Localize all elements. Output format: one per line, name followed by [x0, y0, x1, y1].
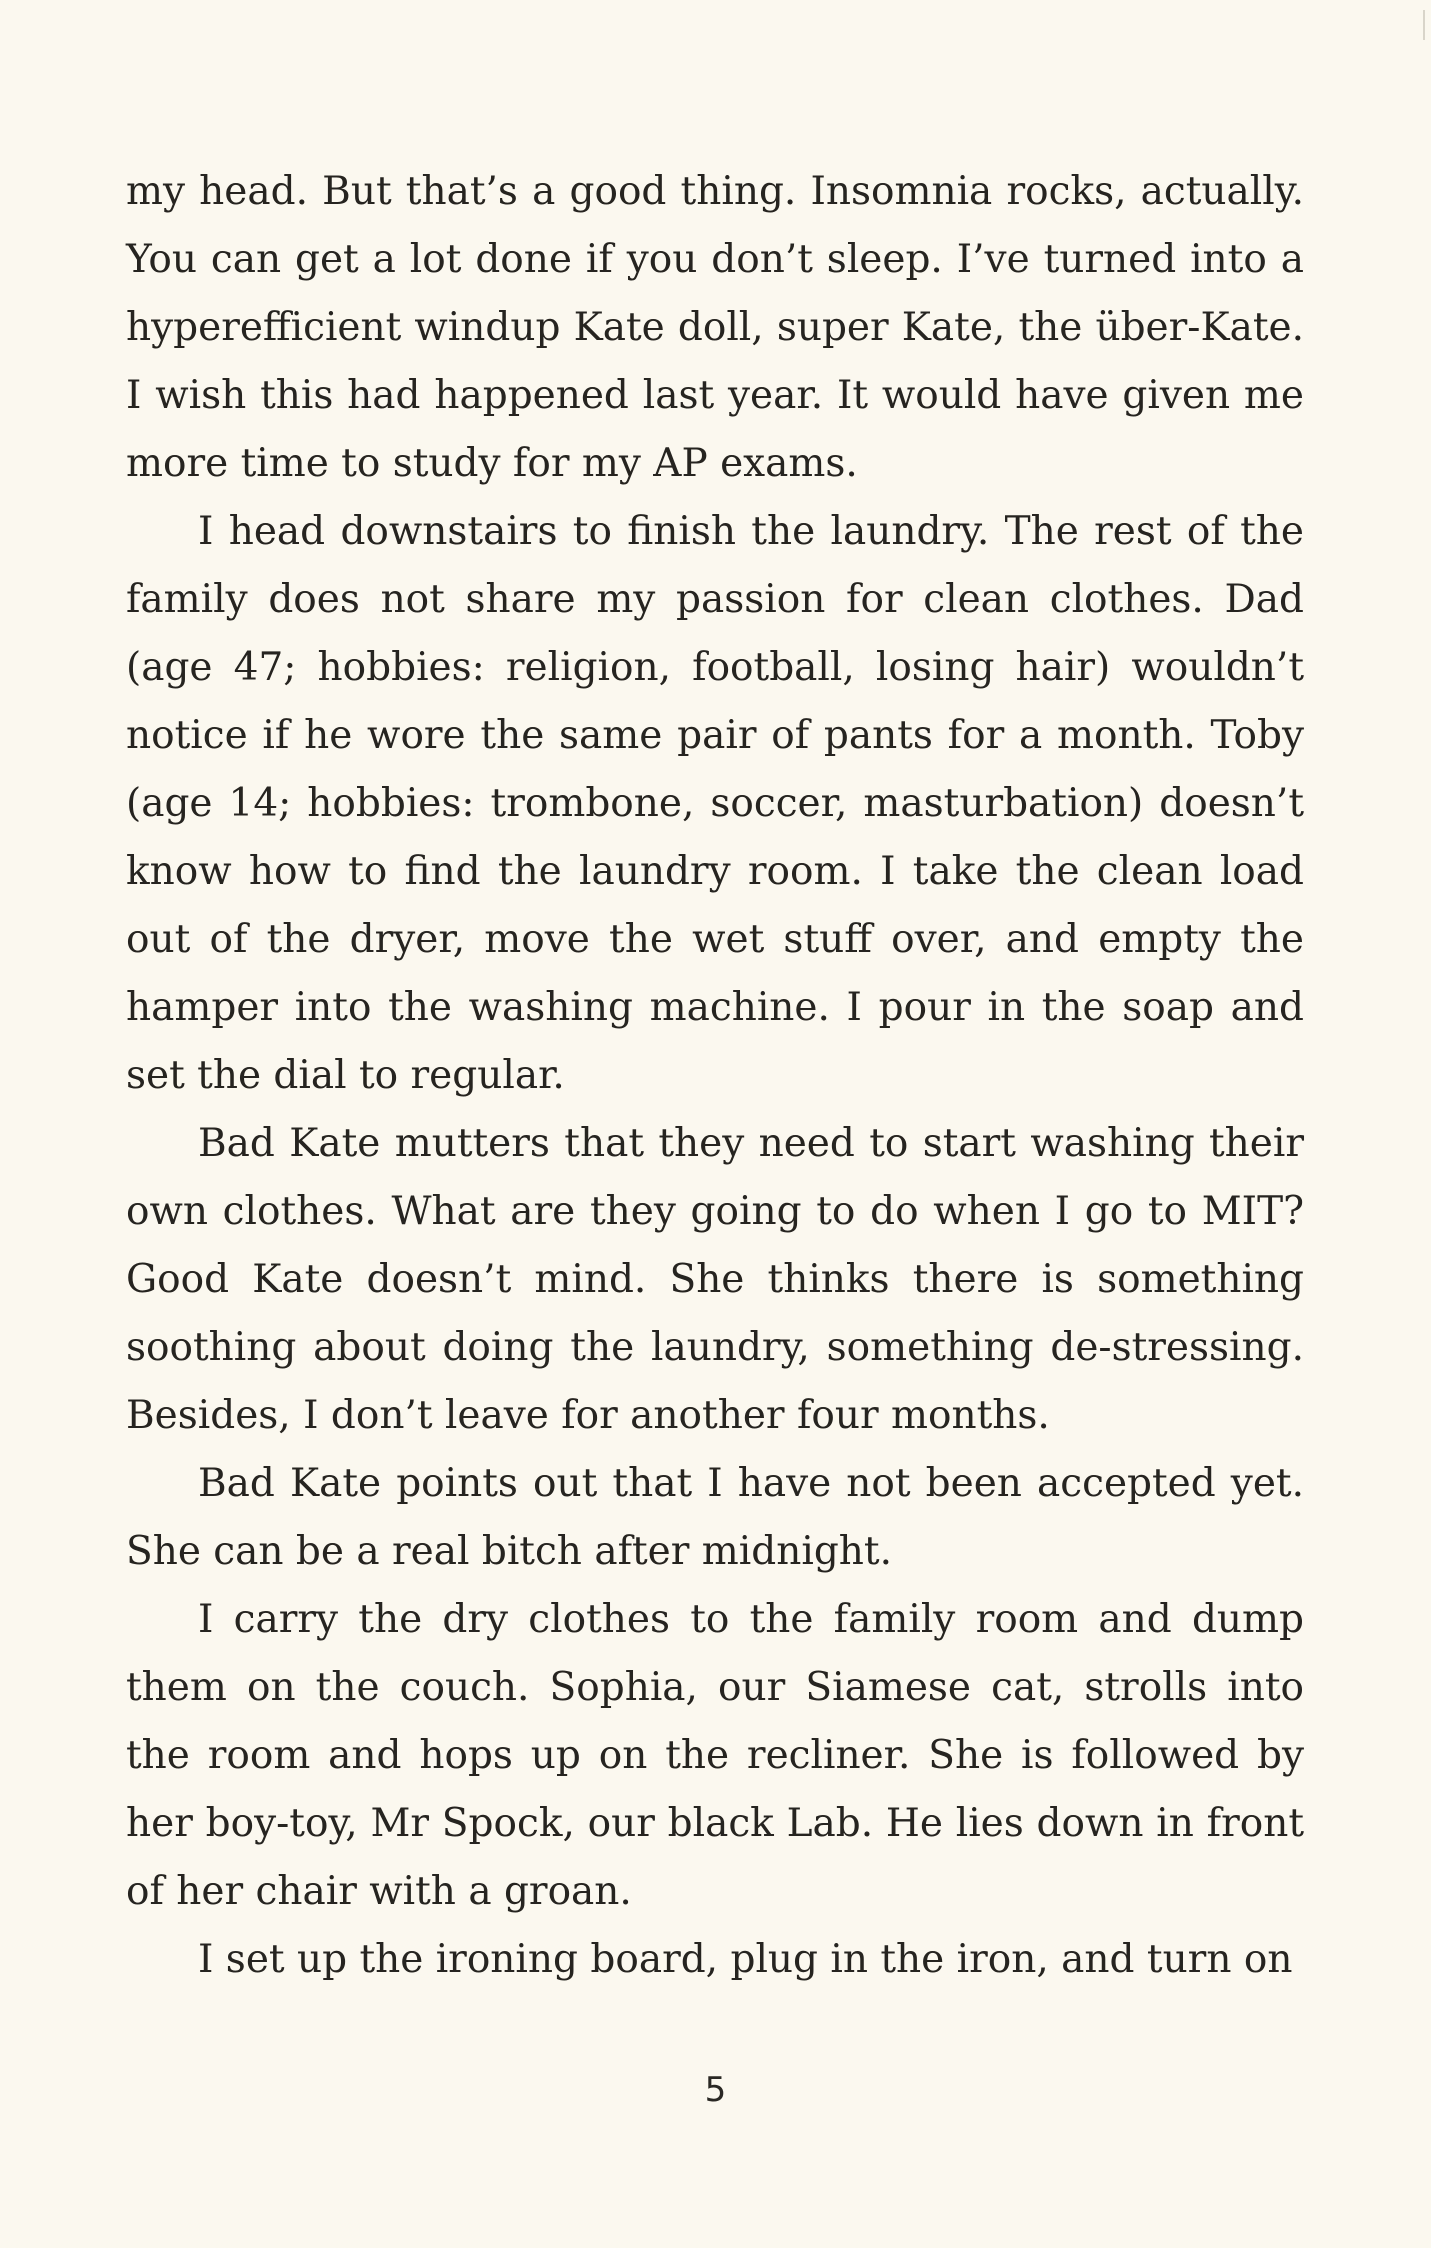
body-text: [126, 158, 1304, 1994]
paragraph-5: I carry the dry clothes to the family room and dump them on the couch. Sophia, our Siamese cat, strolls into the room and hops up on the recliner. She is followed by her boy-toy, Mr Spock, our black Lab. He lies down in front of her chair with a groan.: [126, 1597, 1304, 1914]
paragraph-2: I head downstairs to finish the laundry. The rest of the family does not share my passion for clean clothes. Dad (age 47; hobbies: religion, football, losing hair) wouldn’t notice if he wore the same pair of pants for a month. Toby (age 14; hobbies: trombone, soccer, masturbation) doesn’t know how to find the laundry room. I take the clean load out of the dryer, move the wet stuff over, and empty the hamper into the washing machine. I pour in the soap and set the dial to regular.: [126, 509, 1304, 1098]
paragraph-6: I set up the ironing board, plug in the iron, and turn on: [198, 1937, 1293, 1982]
page-edge-mark: [1423, 10, 1425, 40]
page-number: 5: [704, 2070, 727, 2110]
paragraph-1: my head. But that’s a good thing. Insomnia rocks, actually. You can get a lot done if you don’t sleep. I’ve turned into a hyperefficient windup Kate doll, super Kate, the über-Kate. I wish this had happened last year. It would have given me more time to study for my AP exams.: [126, 169, 1304, 486]
paragraph-4: Bad Kate points out that I have not been accepted yet. She can be a real bitch after midnight.: [126, 1461, 1304, 1574]
paragraph-3: Bad Kate mutters that they need to start washing their own clothes. What are they going to do when I go to MIT? Good Kate doesn’t mind. She thinks there is something soothing about doing the laundry, something de-stressing. Besides, I don’t leave for another four months.: [126, 1121, 1304, 1438]
